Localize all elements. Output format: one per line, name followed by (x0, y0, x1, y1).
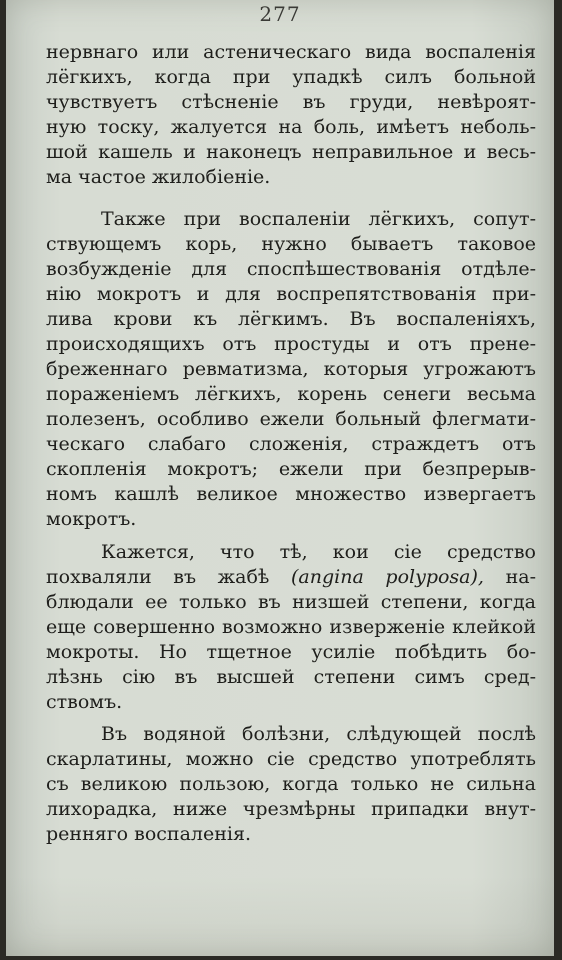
text-line: лёгкихъ, когда при упадкѣ силъ больной (46, 66, 536, 88)
text-line: возбужденіе для споспѣшествованія отдѣле- (46, 258, 536, 280)
text-line: Въ водяной болѣзни, слѣдующей послѣ (101, 723, 536, 745)
text-line: ствующемъ корь, нужно бываетъ таковое (46, 233, 536, 255)
text-line: ствомъ. (46, 691, 123, 713)
text-fragment: на- (505, 566, 536, 588)
text-line: еще совершенно возможно изверженіе клейкой (46, 616, 536, 638)
text-line: номъ кашлѣ великое множество извергаетъ (46, 483, 536, 505)
text-line: Также при воспаленіи лёгкихъ, сопут- (101, 208, 536, 230)
text-line: пораженіемъ лёгкихъ, корень сенеги весьма (46, 383, 536, 405)
text-line: лива крови къ лёгкимъ. Въ воспаленіяхъ, (46, 308, 536, 330)
page-shading (6, 876, 554, 956)
text-line: происходящихъ отъ простуды и отъ прене- (46, 333, 536, 355)
text-line: лихорадка, ниже чрезмѣрны припадки внут- (46, 798, 536, 820)
text-line: нервнаго или астеническаго вида воспаленія (46, 41, 536, 63)
text-fragment: похваляли въ жабѣ (46, 566, 270, 588)
paragraph-2 (46, 207, 536, 532)
text-line: ренняго воспаленія. (46, 823, 252, 845)
book-page (6, 0, 554, 956)
text-line: ческаго слабаго сложенія, страждетъ отъ (46, 433, 536, 455)
text-line: ма частое жилобіеніе. (46, 166, 271, 188)
page-number: 277 (259, 2, 301, 26)
text-line: нію мокротъ и для воспрепятствованія при- (46, 283, 536, 305)
paragraph-4 (46, 722, 536, 847)
text-line: блюдали ее только въ низшей степени, когда (46, 591, 536, 613)
paragraph-3 (46, 540, 536, 715)
text-line: съ великою пользою, когда только не сильна (46, 773, 536, 795)
text-line: скопленія мокротъ; ежели при безпрерыв- (46, 458, 536, 480)
text-line: мокроты. Но тщетное усиліе побѣдить бо- (46, 641, 536, 663)
text-line: полезенъ, особливо ежели больный флегмати- (46, 408, 536, 430)
latin-term: (angina polyposa), (291, 566, 484, 588)
text-line: ную тоску, жалуется на боль, имѣетъ неболь- (46, 116, 536, 138)
text-line: скарлатины, можно сіе средство употреблять (46, 748, 536, 770)
text-line (46, 565, 536, 590)
text-line: чувствуетъ стѣсненіе въ груди, невѣроят- (46, 91, 536, 113)
paragraph-1 (46, 40, 536, 190)
text-line: бреженнаго ревматизма, которыя угрожаютъ (46, 358, 536, 380)
text-line: шой кашель и наконецъ неправильное и весь- (46, 141, 536, 163)
text-line: лѣзнь сію въ высшей степени симъ сред- (46, 666, 536, 688)
text-line: Кажется, что тѣ, кои сіе средство (101, 541, 536, 563)
text-line: мокротъ. (46, 508, 137, 530)
